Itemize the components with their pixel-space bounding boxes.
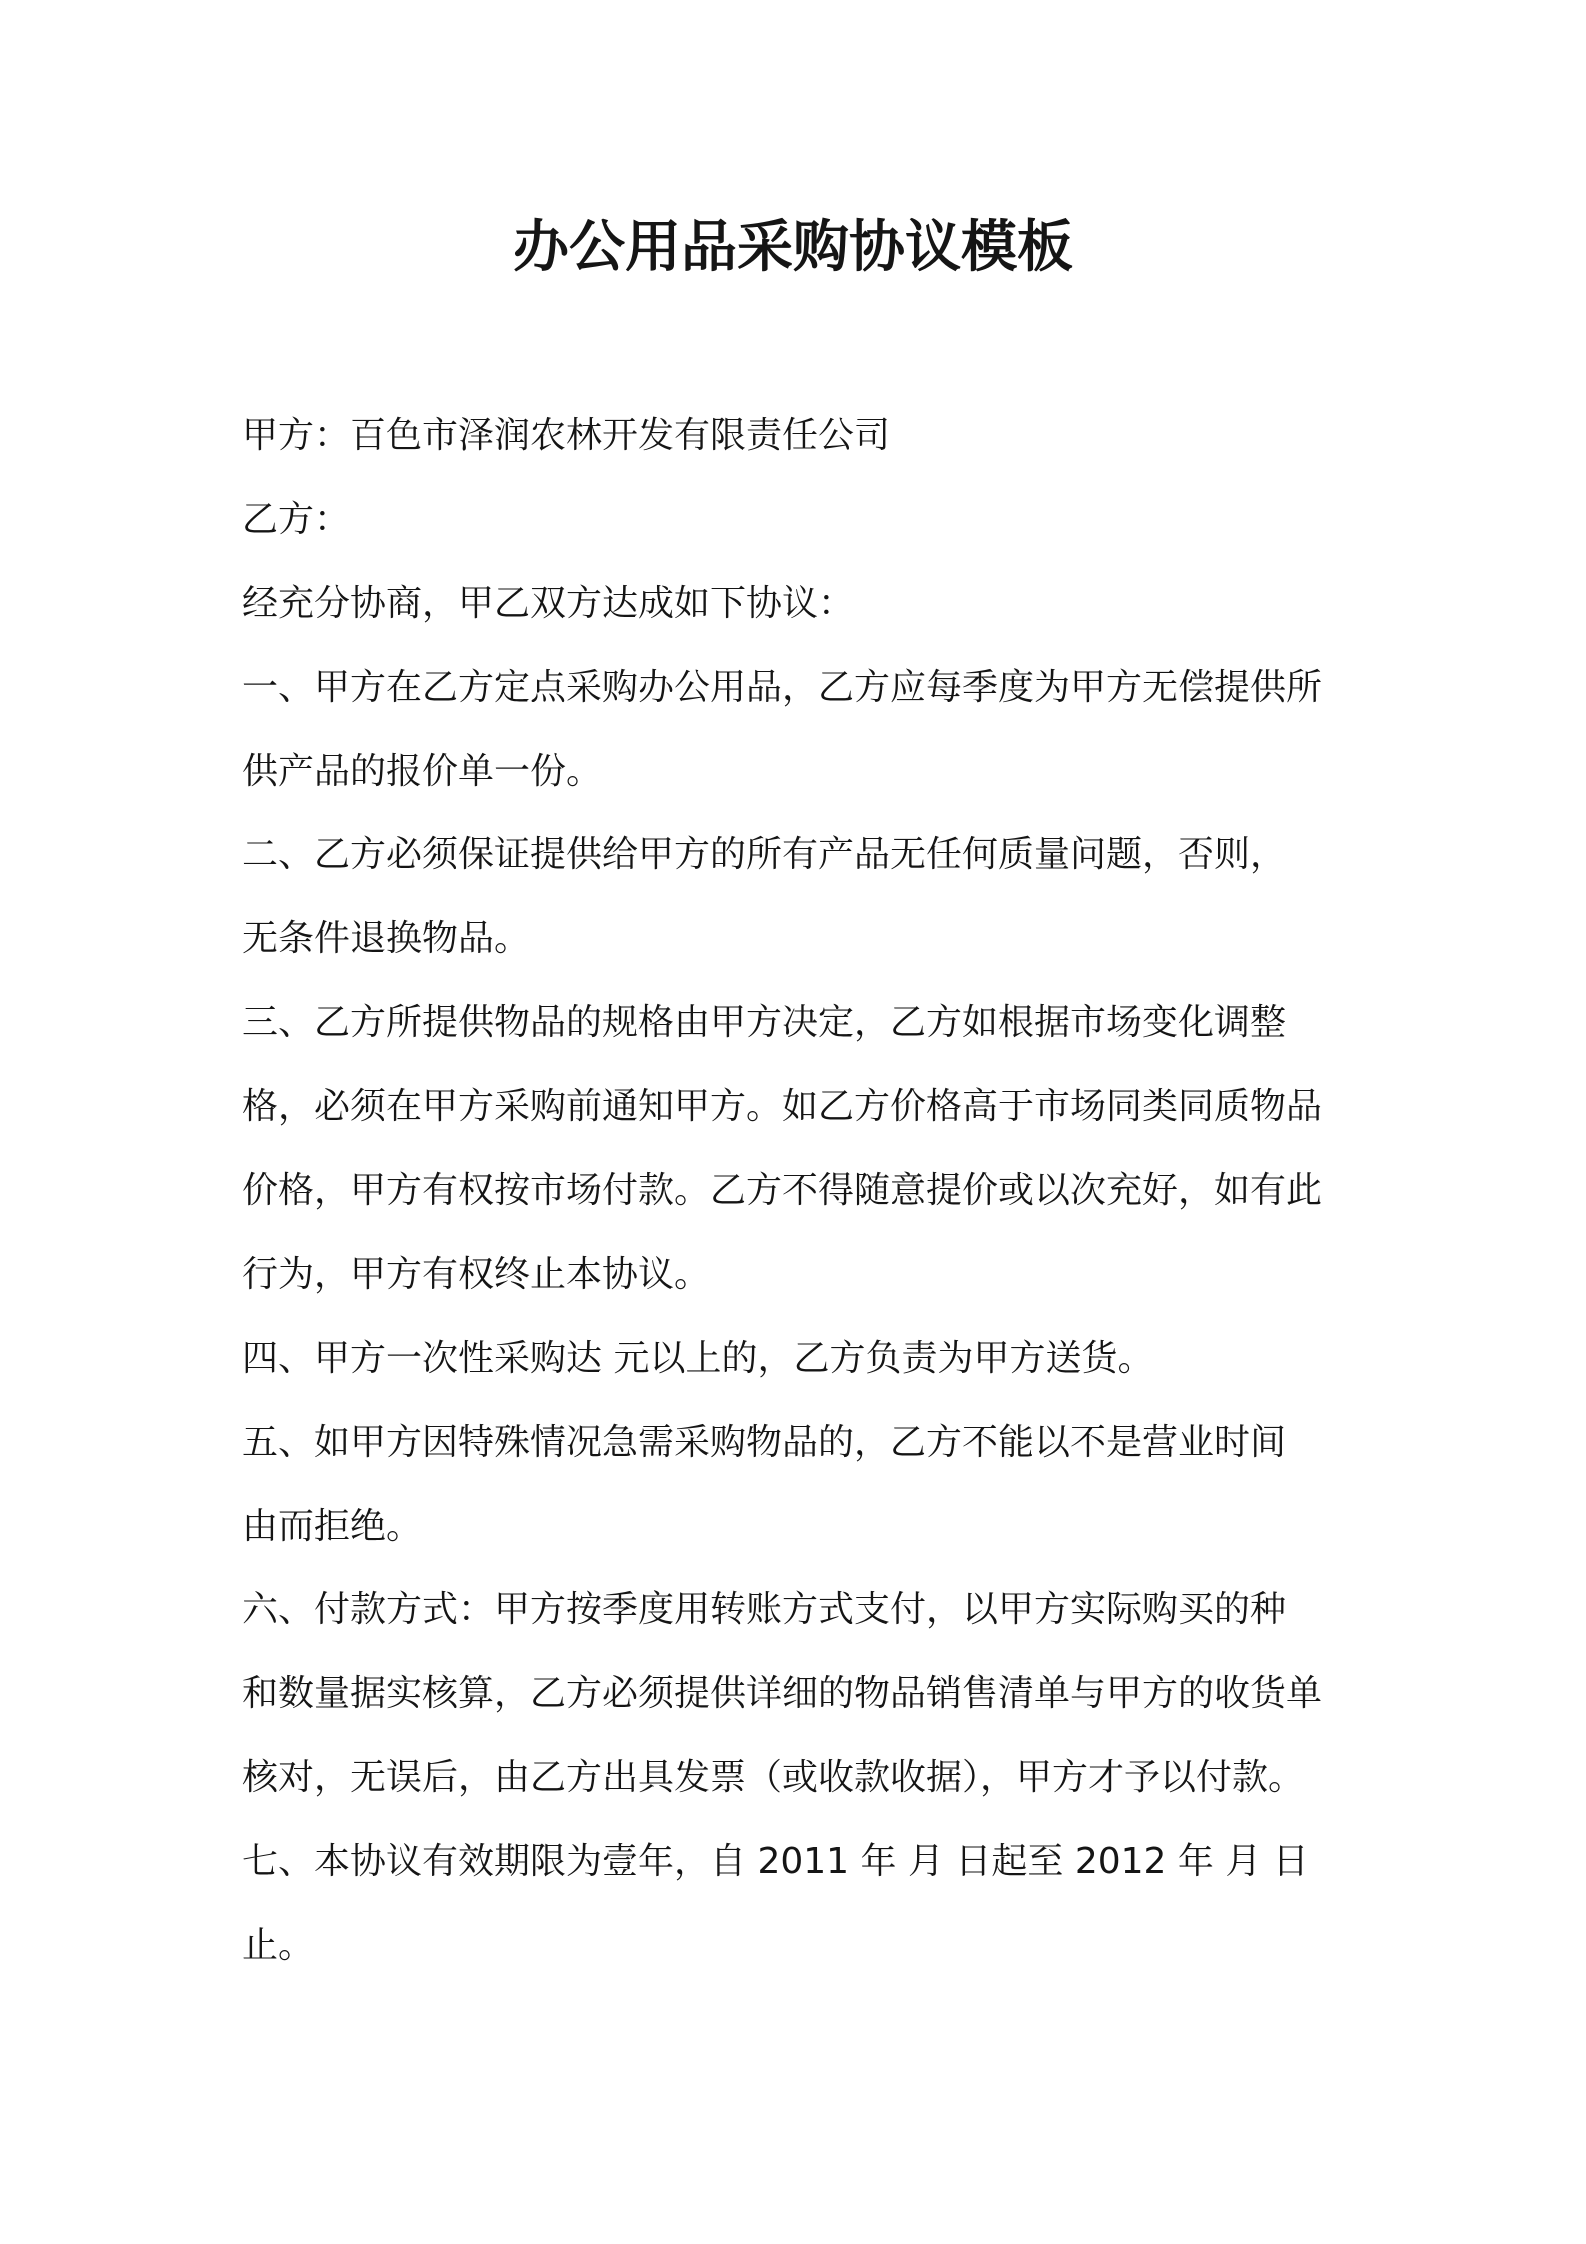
clause-7-line: 止。 (242, 1925, 315, 1967)
clause-1-line: 一、甲方在乙方定点采购办公用品，乙方应每季度为甲方无偿提供所 (242, 666, 1323, 708)
party-a-line: 甲方：百色市泽润农林开发有限责任公司 (242, 415, 891, 456)
clause-2-line: 二、乙方必须保证提供给甲方的所有产品无任何质量问题，否则， (242, 834, 1287, 876)
document-title: 办公用品采购协议模板 (513, 215, 1073, 280)
clause-3-line: 格，必须在甲方采购前通知甲方。如乙方价格高于市场同类同质物品 (242, 1086, 1323, 1128)
preamble-line: 经充分协商，甲乙双方达成如下协议： (242, 582, 855, 624)
clause-6-line: 核对，无误后，由乙方出具发票（或收款收据），甲方才予以付款。 (242, 1757, 1305, 1799)
clause-1-line: 供产品的报价单一份。 (242, 750, 603, 792)
document-body (242, 394, 1382, 1988)
clause-6-line: 六、付款方式：甲方按季度用转账方式支付，以甲方实际购买的种 (242, 1589, 1287, 1631)
clause-5-line: 由而拒绝。 (242, 1505, 423, 1547)
clause-6-line: 和数量据实核算，乙方必须提供详细的物品销售清单与甲方的收货单 (242, 1673, 1323, 1715)
clause-4-line: 四、甲方一次性采购达 元以上的，乙方负责为甲方送货。 (242, 1337, 1154, 1379)
clause-3-line: 行为，甲方有权终止本协议。 (242, 1253, 711, 1295)
clause-3-line: 价格，甲方有权按市场付款。乙方不得随意提价或以次充好，如有此 (242, 1170, 1323, 1212)
party-b-line: 乙方： (242, 498, 351, 540)
clause-2-line: 无条件退换物品。 (242, 918, 531, 960)
clause-7-line: 七、本协议有效期限为壹年，自 2011 年 月 日起至 2012 年 月 日 (242, 1841, 1309, 1883)
clause-5-line: 五、如甲方因特殊情况急需采购物品的，乙方不能以不是营业时间 (242, 1421, 1287, 1463)
clause-3-line: 三、乙方所提供物品的规格由甲方决定，乙方如根据市场变化调整 (242, 1002, 1287, 1044)
